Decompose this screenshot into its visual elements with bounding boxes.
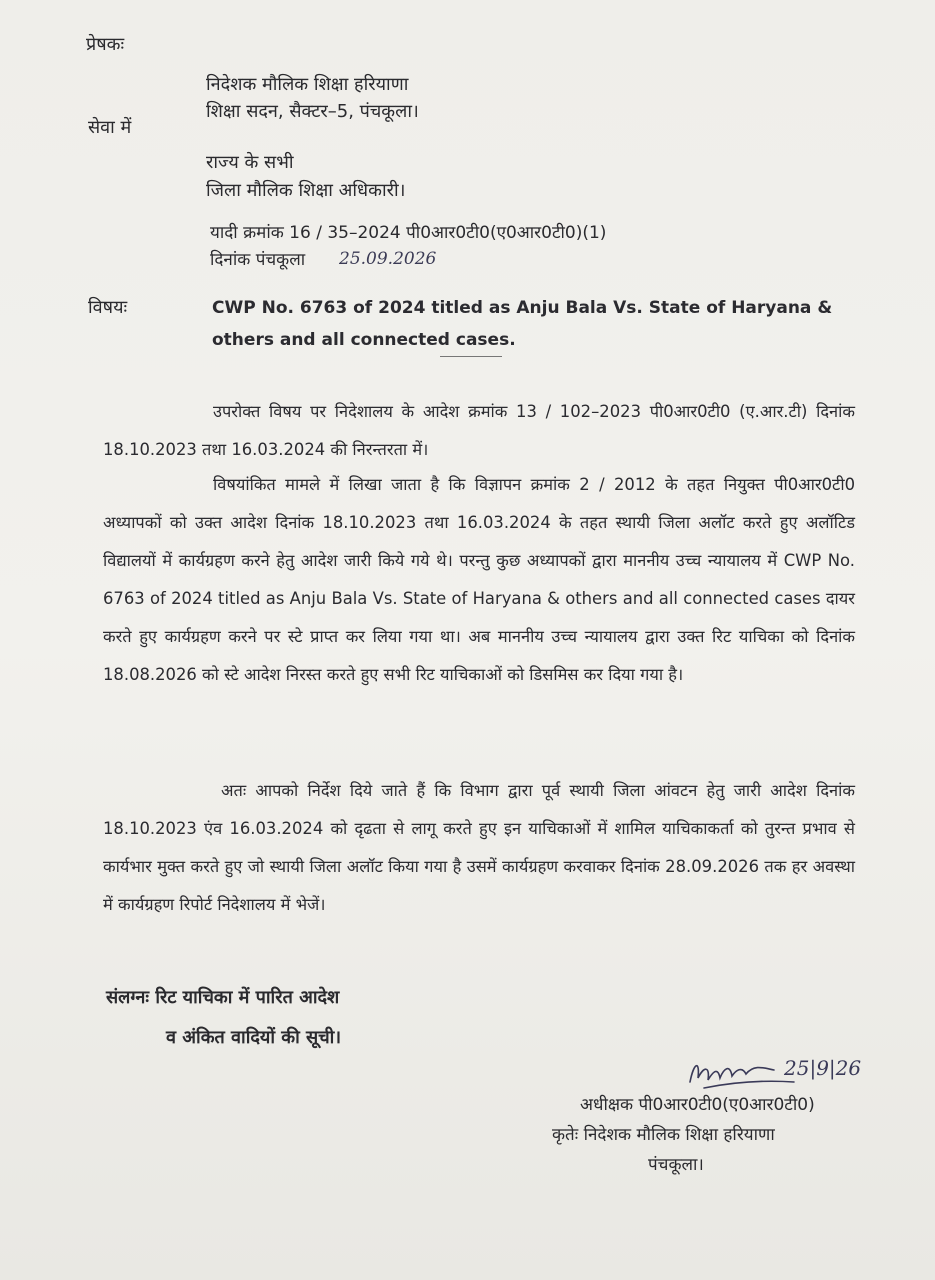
body-paragraph-2: विषयांकित मामले में लिखा जाता है कि विज्ञापन क्रमांक 2 / 2012 के तहत नियुक्त पी0आर0टी0 अध्यापकों को उक्त आदेश दिनांक 18.10.2023 तथा 16.03.2024 के तहत स्थायी जिला अलॉट करते हुए अलॉटिड विद्यालयों में कार्यग्रहण करने हेतु आदेश जारी किये गये थे। परन्तु कुछ अध्यापकों द्वारा माननीय उच्च न्यायालय में CWP No. 6763 of 2024 titled as Anju Bala Vs. State of Haryana & others and all connected cases दायर करते हुए कार्यग्रहण करने पर स्टे प्राप्त कर लिया गया था। अब माननीय उच्च न्यायालय द्वारा उक्त रिट याचिका को दिनांक 18.08.2026 को स्टे आदेश निरस्त करते हुए सभी रिट याचिकाओं को डिसमिस कर दिया गया है।	[103, 475, 855, 684]
sender-line-2: शिक्षा सदन, सैक्टर–5, पंचकूला।	[206, 101, 419, 122]
date-label: दिनांक पंचकूला	[210, 250, 306, 270]
handwritten-date: 25.09.2026	[339, 249, 437, 269]
subject-label: विषयः	[88, 297, 128, 318]
to-label: सेवा में	[88, 117, 132, 138]
subject-underline	[440, 356, 502, 357]
enclosure-line-1: संलग्नः रिट याचिका में पारित आदेश	[106, 987, 340, 1008]
memo-number: यादी क्रमांक 16 / 35–2024 पी0आर0टी0(ए0आर0टी0)(1)	[210, 223, 607, 243]
signature-line-2: कृतेः निदेशक मौलिक शिक्षा हरियाणा	[552, 1125, 775, 1145]
recipient-line-1: राज्य के सभी	[206, 152, 294, 173]
signature-line-1: अधीक्षक पी0आर0टी0(ए0आर0टी0)	[580, 1095, 815, 1115]
recipient-line-2: जिला मौलिक शिक्षा अधिकारी।	[206, 180, 406, 201]
signature-line-3: पंचकूला।	[648, 1155, 704, 1175]
subject-text: CWP No. 6763 of 2024 titled as Anju Bala Vs. State of Haryana & others and all connected cases.	[212, 298, 833, 350]
sender-label: प्रेषकः	[86, 34, 125, 55]
sender-line-1: निदेशक मौलिक शिक्षा हरियाणा	[206, 74, 409, 95]
signature-date: 25|9|26	[784, 1056, 862, 1080]
enclosure-line-2: व अंकित वादियों की सूची।	[166, 1027, 342, 1048]
body-paragraph-3: अतः आपको निर्देश दिये जाते हैं कि विभाग द्वारा पूर्व स्थायी जिला आंवटन हेतु जारी आदेश दिनांक 18.10.2023 एंव 16.03.2024 को दृढता से लागू करते हुए इन याचिकाओं में शामिल याचिकाकर्ता को तुरन्त प्रभाव से कार्यभार मुक्त करते हुए जो स्थायी जिला अलॉट किया गया है उसमें कार्यग्रहण करवाकर दिनांक 28.09.2026 तक हर अवस्था में कार्यग्रहण रिपोर्ट निदेशालय में भेजें।	[103, 781, 855, 914]
body-paragraph-1: उपरोक्त विषय पर निदेशालय के आदेश क्रमांक 13 / 102–2023 पी0आर0टी0 (ए.आर.टी) दिनांक 18.10.2023 तथा 16.03.2024 की निरन्तरता में।	[103, 402, 855, 459]
